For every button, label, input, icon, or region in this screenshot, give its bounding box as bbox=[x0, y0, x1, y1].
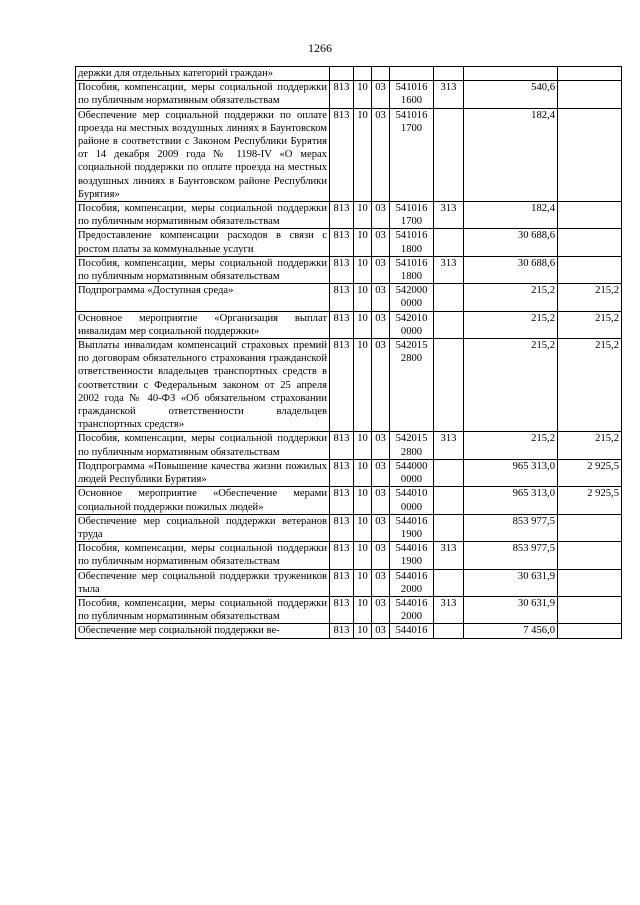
target-article-cell bbox=[390, 432, 434, 459]
section-code-cell: 10 bbox=[354, 542, 372, 569]
grbs-code-cell: 813 bbox=[330, 514, 354, 541]
grbs-code-cell: 813 bbox=[330, 229, 354, 256]
row-name-cell: Пособия, компенсации, меры социальной поддержки по публичным нормативным обязательствам bbox=[76, 596, 330, 623]
target-article-cell bbox=[390, 596, 434, 623]
expense-type-cell bbox=[434, 229, 464, 256]
subsection-code-cell bbox=[372, 67, 390, 81]
table-body bbox=[76, 67, 622, 639]
target-article-line: 542010 bbox=[395, 312, 428, 324]
federal-amount-cell: 215,2 bbox=[558, 432, 622, 459]
grbs-code-cell: 813 bbox=[330, 624, 354, 638]
amount-cell: 7 456,0 bbox=[464, 624, 558, 638]
row-name-cell: держки для отдельных категорий граждан» bbox=[76, 67, 330, 81]
federal-amount-cell: 215,2 bbox=[558, 284, 622, 311]
target-article-line: 544016 bbox=[395, 597, 428, 609]
target-article-cell bbox=[390, 459, 434, 486]
table-row bbox=[76, 202, 622, 229]
table-row bbox=[76, 284, 622, 311]
amount-cell: 540,6 bbox=[464, 81, 558, 108]
section-code-cell: 10 bbox=[354, 284, 372, 311]
target-article-cell bbox=[390, 514, 434, 541]
grbs-code-cell: 813 bbox=[330, 311, 354, 338]
target-article-line: 541016 bbox=[395, 109, 428, 121]
target-article-cell bbox=[390, 229, 434, 256]
table-row bbox=[76, 459, 622, 486]
expense-type-cell: 313 bbox=[434, 432, 464, 459]
grbs-code-cell: 813 bbox=[330, 202, 354, 229]
federal-amount-cell bbox=[558, 108, 622, 201]
grbs-code-cell: 813 bbox=[330, 542, 354, 569]
target-article-line: 1700 bbox=[400, 216, 423, 228]
row-name-cell: Обеспечение мер социальной поддержки ветеранов труда bbox=[76, 514, 330, 541]
target-article-cell bbox=[390, 624, 434, 638]
federal-amount-cell bbox=[558, 256, 622, 283]
subsection-code-cell: 03 bbox=[372, 569, 390, 596]
federal-amount-cell: 215,2 bbox=[558, 339, 622, 432]
section-code-cell: 10 bbox=[354, 339, 372, 432]
row-name-cell: Обеспечение мер социальной поддержки тружеников тыла bbox=[76, 569, 330, 596]
section-code-cell: 10 bbox=[354, 81, 372, 108]
federal-amount-cell bbox=[558, 202, 622, 229]
amount-cell: 853 977,5 bbox=[464, 514, 558, 541]
target-article-line: 1800 bbox=[400, 271, 423, 283]
section-code-cell: 10 bbox=[354, 624, 372, 638]
subsection-code-cell: 03 bbox=[372, 596, 390, 623]
table-row bbox=[76, 108, 622, 201]
subsection-code-cell: 03 bbox=[372, 624, 390, 638]
target-article-cell bbox=[390, 339, 434, 432]
grbs-code-cell: 813 bbox=[330, 569, 354, 596]
row-name-cell: Предоставление компенсации расходов в связи с ростом платы за коммунальные услуги bbox=[76, 229, 330, 256]
grbs-code-cell: 813 bbox=[330, 596, 354, 623]
expense-type-cell bbox=[434, 67, 464, 81]
federal-amount-cell bbox=[558, 229, 622, 256]
target-article-cell bbox=[390, 311, 434, 338]
row-name-cell: Пособия, компенсации, меры социальной поддержки по публичным нормативным обязательствам bbox=[76, 81, 330, 108]
section-code-cell: 10 bbox=[354, 202, 372, 229]
section-code-cell: 10 bbox=[354, 487, 372, 514]
federal-amount-cell bbox=[558, 514, 622, 541]
expense-type-cell: 313 bbox=[434, 81, 464, 108]
section-code-cell: 10 bbox=[354, 596, 372, 623]
amount-cell: 30 631,9 bbox=[464, 596, 558, 623]
expense-type-cell: 313 bbox=[434, 256, 464, 283]
target-article-cell bbox=[390, 487, 434, 514]
amount-cell: 853 977,5 bbox=[464, 542, 558, 569]
table-row bbox=[76, 596, 622, 623]
amount-cell: 215,2 bbox=[464, 339, 558, 432]
target-article-line: 1800 bbox=[400, 243, 423, 255]
subsection-code-cell: 03 bbox=[372, 284, 390, 311]
target-article-line: 542015 bbox=[395, 433, 428, 445]
target-article-line: 544000 bbox=[395, 460, 428, 472]
subsection-code-cell: 03 bbox=[372, 108, 390, 201]
row-name-cell: Обеспечение мер социальной поддержки ве- bbox=[76, 624, 330, 638]
table-row bbox=[76, 569, 622, 596]
table-row bbox=[76, 229, 622, 256]
target-article-line: 541016 bbox=[395, 230, 428, 242]
grbs-code-cell: 813 bbox=[330, 487, 354, 514]
expense-type-cell bbox=[434, 108, 464, 201]
row-name-cell: Пособия, компенсации, меры социальной поддержки по публичным нормативным обязательствам bbox=[76, 432, 330, 459]
amount-cell: 215,2 bbox=[464, 284, 558, 311]
table-row bbox=[76, 542, 622, 569]
section-code-cell: 10 bbox=[354, 569, 372, 596]
target-article-line: 542000 bbox=[395, 285, 428, 297]
row-name-cell: Обеспечение мер социальной поддержки по оплате проезда на местных воздушных линиях в Баунтовском районе в соответствии с Законом Республики Бурятия от 14 декабря 2009 года № 1198-IV «О мерах социальной поддержки по оплате проезда на местных воздушных линиях в Баунтовском районе Республики Бурятия» bbox=[76, 108, 330, 201]
table-row bbox=[76, 81, 622, 108]
grbs-code-cell: 813 bbox=[330, 284, 354, 311]
federal-amount-cell: 2 925,5 bbox=[558, 487, 622, 514]
grbs-code-cell: 813 bbox=[330, 339, 354, 432]
target-article-line: 541016 bbox=[395, 82, 428, 94]
section-code-cell: 10 bbox=[354, 229, 372, 256]
row-name-cell: Подпрограмма «Доступная среда» bbox=[76, 284, 330, 311]
subsection-code-cell: 03 bbox=[372, 81, 390, 108]
subsection-code-cell: 03 bbox=[372, 542, 390, 569]
expense-type-cell: 313 bbox=[434, 596, 464, 623]
target-article-cell bbox=[390, 569, 434, 596]
target-article-line: 544016 bbox=[395, 543, 428, 555]
subsection-code-cell: 03 bbox=[372, 229, 390, 256]
budget-table bbox=[75, 66, 622, 639]
row-name-cell: Выплаты инвалидам компенсаций страховых премий по договорам обязательного страхования гражданской ответственности владельцев транспортных средств в соответствии с Федеральным законом от 25 апреля 2002 года № 40-ФЗ «Об обязательном страховании гражданской ответственности владельцев транспортных средств» bbox=[76, 339, 330, 432]
section-code-cell: 10 bbox=[354, 108, 372, 201]
target-article-line: 0000 bbox=[400, 325, 423, 337]
expense-type-cell: 313 bbox=[434, 542, 464, 569]
section-code-cell: 10 bbox=[354, 514, 372, 541]
target-article-cell bbox=[390, 67, 434, 81]
page-number: 1266 bbox=[308, 41, 332, 55]
subsection-code-cell: 03 bbox=[372, 311, 390, 338]
expense-type-cell bbox=[434, 569, 464, 596]
subsection-code-cell: 03 bbox=[372, 432, 390, 459]
target-article-line: 0000 bbox=[400, 298, 423, 310]
expense-type-cell bbox=[434, 624, 464, 638]
section-code-cell: 10 bbox=[354, 256, 372, 283]
target-article-line: 2000 bbox=[400, 583, 423, 595]
amount-cell: 30 688,6 bbox=[464, 256, 558, 283]
target-article-line: 2000 bbox=[400, 611, 423, 623]
amount-cell: 965 313,0 bbox=[464, 459, 558, 486]
target-article-line: 0000 bbox=[400, 501, 423, 513]
federal-amount-cell bbox=[558, 596, 622, 623]
subsection-code-cell: 03 bbox=[372, 339, 390, 432]
amount-cell bbox=[464, 67, 558, 81]
row-name-cell: Пособия, компенсации, меры социальной поддержки по публичным нормативным обязательствам bbox=[76, 202, 330, 229]
target-article-cell bbox=[390, 202, 434, 229]
amount-cell: 965 313,0 bbox=[464, 487, 558, 514]
subsection-code-cell: 03 bbox=[372, 487, 390, 514]
table-row bbox=[76, 256, 622, 283]
amount-cell: 30 688,6 bbox=[464, 229, 558, 256]
amount-cell: 182,4 bbox=[464, 108, 558, 201]
target-article-line: 541016 bbox=[395, 203, 428, 215]
federal-amount-cell bbox=[558, 542, 622, 569]
row-name-cell: Пособия, компенсации, меры социальной поддержки по публичным нормативным обязательствам bbox=[76, 542, 330, 569]
grbs-code-cell: 813 bbox=[330, 459, 354, 486]
target-article-line: 544010 bbox=[395, 488, 428, 500]
row-name-cell: Пособия, компенсации, меры социальной поддержки по публичным нормативным обязательствам bbox=[76, 256, 330, 283]
target-article-line: 2800 bbox=[400, 353, 423, 365]
federal-amount-cell: 215,2 bbox=[558, 311, 622, 338]
section-code-cell: 10 bbox=[354, 311, 372, 338]
subsection-code-cell: 03 bbox=[372, 459, 390, 486]
table-row bbox=[76, 67, 622, 81]
amount-cell: 215,2 bbox=[464, 432, 558, 459]
federal-amount-cell: 2 925,5 bbox=[558, 459, 622, 486]
table-row bbox=[76, 514, 622, 541]
amount-cell: 182,4 bbox=[464, 202, 558, 229]
row-name-cell: Основное мероприятие «Обеспечение мерами социальной поддержки пожилых людей» bbox=[76, 487, 330, 514]
target-article-cell bbox=[390, 542, 434, 569]
target-article-line: 544016 bbox=[395, 625, 428, 637]
grbs-code-cell: 813 bbox=[330, 256, 354, 283]
federal-amount-cell bbox=[558, 67, 622, 81]
federal-amount-cell bbox=[558, 81, 622, 108]
table-row bbox=[76, 432, 622, 459]
amount-cell: 215,2 bbox=[464, 311, 558, 338]
target-article-line: 542015 bbox=[395, 340, 428, 352]
target-article-line: 2800 bbox=[400, 446, 423, 458]
target-article-cell bbox=[390, 108, 434, 201]
expense-type-cell bbox=[434, 339, 464, 432]
subsection-code-cell: 03 bbox=[372, 514, 390, 541]
expense-type-cell bbox=[434, 311, 464, 338]
federal-amount-cell bbox=[558, 569, 622, 596]
section-code-cell: 10 bbox=[354, 459, 372, 486]
subsection-code-cell: 03 bbox=[372, 202, 390, 229]
grbs-code-cell: 813 bbox=[330, 108, 354, 201]
grbs-code-cell: 813 bbox=[330, 81, 354, 108]
row-name-cell: Основное мероприятие «Организация выплат инвалидам мер социальной поддержки» bbox=[76, 311, 330, 338]
section-code-cell: 10 bbox=[354, 432, 372, 459]
table-row bbox=[76, 487, 622, 514]
target-article-cell bbox=[390, 256, 434, 283]
target-article-line: 1700 bbox=[400, 122, 423, 134]
expense-type-cell: 313 bbox=[434, 202, 464, 229]
table-row bbox=[76, 339, 622, 432]
target-article-line: 541016 bbox=[395, 257, 428, 269]
expense-type-cell bbox=[434, 284, 464, 311]
expense-type-cell bbox=[434, 514, 464, 541]
target-article-line: 544016 bbox=[395, 570, 428, 582]
grbs-code-cell bbox=[330, 67, 354, 81]
target-article-line: 0000 bbox=[400, 474, 423, 486]
expense-type-cell bbox=[434, 459, 464, 486]
expense-type-cell bbox=[434, 487, 464, 514]
target-article-line: 544016 bbox=[395, 515, 428, 527]
federal-amount-cell bbox=[558, 624, 622, 638]
amount-cell: 30 631,9 bbox=[464, 569, 558, 596]
target-article-cell bbox=[390, 81, 434, 108]
target-article-line: 1900 bbox=[400, 556, 423, 568]
target-article-line: 1600 bbox=[400, 95, 423, 107]
grbs-code-cell: 813 bbox=[330, 432, 354, 459]
target-article-line: 1900 bbox=[400, 528, 423, 540]
section-code-cell bbox=[354, 67, 372, 81]
target-article-cell bbox=[390, 284, 434, 311]
row-name-cell: Подпрограмма «Повышение качества жизни пожилых людей Республики Бурятия» bbox=[76, 459, 330, 486]
subsection-code-cell: 03 bbox=[372, 256, 390, 283]
table-row bbox=[76, 311, 622, 338]
table-row bbox=[76, 624, 622, 638]
